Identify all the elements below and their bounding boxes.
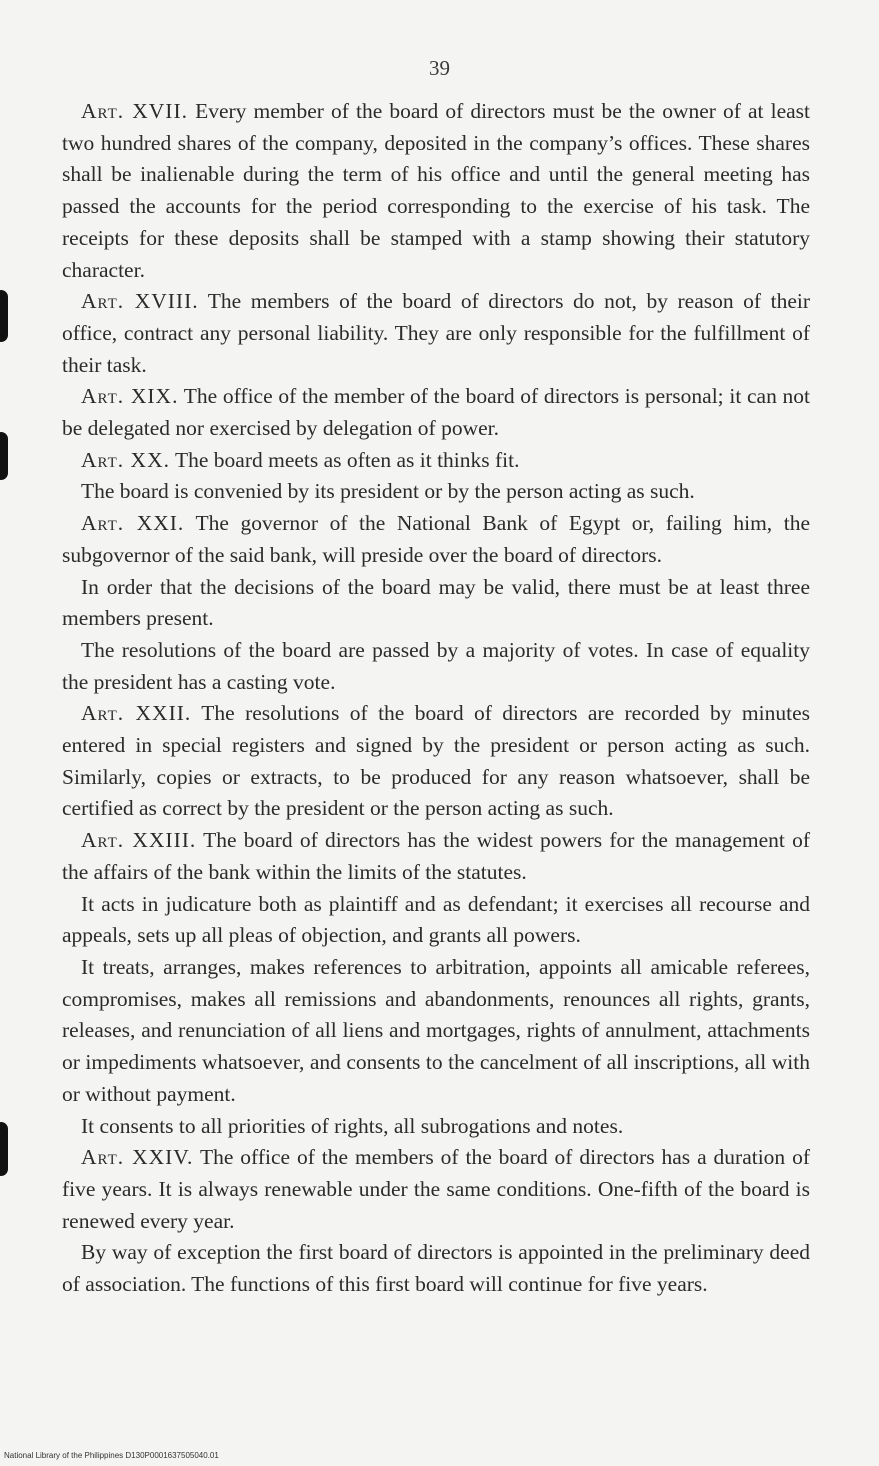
article-heading: Art. XVII. bbox=[81, 99, 188, 123]
paragraph bbox=[62, 635, 810, 698]
paragraph bbox=[62, 572, 810, 635]
binding-hole-mark bbox=[0, 432, 8, 480]
paragraph-text: The governor of the National Bank of Egypt or, failing him, the subgovernor of the said bank, will preside over the board of directors. bbox=[62, 511, 810, 567]
paragraph bbox=[62, 508, 810, 571]
paragraph bbox=[62, 698, 810, 825]
paragraph-text: It treats, arranges, makes references to arbitration, appoints all amicable referees, compromises, makes all remissions and abandonments, renounces all rights, grants, releases, and renunciation of all liens and mortgages, rights of annulment, attachments or impediments whatsoever, and consents to the cancelment of all inscriptions, all with or without payment. bbox=[62, 954, 810, 1106]
article-heading: Art. XIX. bbox=[81, 384, 179, 409]
article-heading: Art. XXIV. bbox=[81, 1145, 194, 1170]
article-heading: Art. XXI. bbox=[81, 511, 185, 536]
paragraph-text: It acts in judicature both as plaintiff and as defendant; it exercises all recourse and appeals, sets up all pleas of objection, and grants all powers. bbox=[62, 891, 810, 948]
page-number: 39 bbox=[429, 56, 450, 80]
paragraph bbox=[62, 96, 810, 286]
paragraph-text: The board is convenied by its president or by the person acting as such. bbox=[81, 479, 695, 504]
article-heading: Art. XVIII. bbox=[81, 289, 199, 314]
paragraph-text: The board meets as often as it thinks fit. bbox=[169, 447, 520, 472]
paragraph bbox=[62, 286, 810, 381]
paragraph-text: Every member of the board of directors must be the owner of at least two hundred shares of the company, deposited in the company’s offices. These shares shall be inalienable during the term of his office and until the general meeting has passed the accounts for the period corresponding to the exercise of his task. The receipts for these deposits shall be stamped with a stamp showing their statutory character. bbox=[62, 99, 810, 282]
paragraph bbox=[62, 825, 810, 888]
paragraph bbox=[62, 1142, 810, 1237]
binding-hole-mark bbox=[0, 290, 8, 342]
article-heading: Art. XX. bbox=[81, 447, 170, 472]
paragraph-text: The board of directors has the widest powers for the management of the affairs of the bank within the limits of the statutes. bbox=[62, 828, 811, 884]
library-footer-stamp: National Library of the Philippines D130P0001637505040.01 bbox=[4, 1451, 219, 1460]
paragraph bbox=[62, 381, 810, 444]
paragraph bbox=[62, 476, 810, 508]
paragraph-text: In order that the decisions of the board may be valid, there must be at least three members present. bbox=[62, 574, 810, 631]
paragraph-text: It consents to all priorities of rights, all subrogations and notes. bbox=[81, 1113, 624, 1138]
article-heading: Art. XXII. bbox=[81, 701, 192, 726]
paragraph-text: The resolutions of the board are passed by a majority of votes. In case of equality the president has a casting vote. bbox=[62, 637, 810, 694]
paragraph bbox=[62, 952, 810, 1111]
paragraph bbox=[62, 889, 810, 952]
page-body bbox=[62, 96, 810, 1301]
paragraph-text: By way of exception the first board of directors is appointed in the preliminary deed of association. The functions of this first board will continue for five years. bbox=[62, 1240, 810, 1297]
paragraph bbox=[62, 445, 810, 477]
article-heading: Art. XXIII. bbox=[81, 828, 197, 853]
paragraph-text: The resolutions of the board of directors are recorded by minutes entered in special registers and signed by the president or person acting as such. Similarly, copies or extracts, to be produced for any reason whatsoever, shall be certified as correct by the president or the person acting as such. bbox=[62, 701, 810, 821]
binding-hole-mark bbox=[0, 1122, 8, 1176]
paragraph bbox=[62, 1237, 810, 1300]
paragraph-text: The office of the member of the board of directors is personal; it can not be delegated nor exercised by delegation of power. bbox=[62, 384, 810, 441]
paragraph-text: The members of the board of directors do not, by reason of their office, contract any personal liability. They are only responsible for the fulfillment of their task. bbox=[62, 289, 811, 377]
paragraph bbox=[62, 1111, 810, 1143]
paragraph-text: The office of the members of the board of directors has a duration of five years. It is always renewable under the same conditions. One-fifth of the board is renewed every year. bbox=[62, 1145, 811, 1233]
